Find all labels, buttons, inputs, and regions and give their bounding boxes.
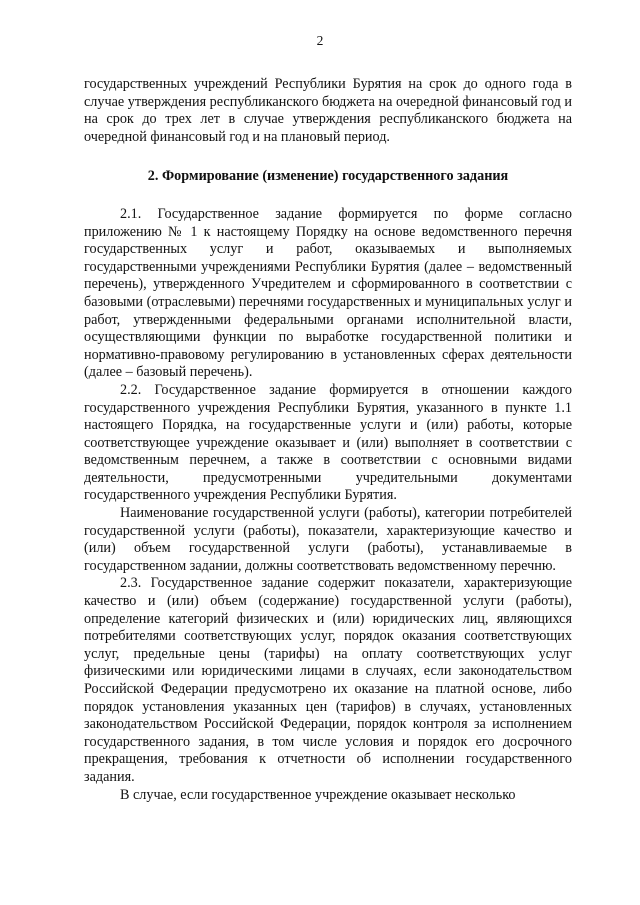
- page-number: 2: [316, 33, 324, 48]
- paragraph-2-1: 2.1. Государственное задание формируется по форме согласно приложению № 1 к настоящему Порядку на основе ведомственного перечня государственных услуг и работ, оказываемых и выполняемых государственными учреждениями Республики Бурятия (далее – ведомственный перечень), утвержденного Учредителем и сформированного в соответствии с базовыми (отраслевыми) перечнями государственных и муниципальных услуг и работ, утвержденными федеральными органами исполнительной власти, осуществляющими функции по выработке государственной политики и нормативно-правовому регулированию в установленных сферах деятельности (далее – базовый перечень).: [84, 205, 572, 381]
- paragraph-naming: Наименование государственной услуги (работы), категории потребителей государственной услуги (работы), показатели, характеризующие качество и (или) объем государственной услуги (работы), устанавливаемые в государственном задании, должны соответствовать ведомственному перечню.: [84, 505, 572, 574]
- paragraph-2-3: 2.3. Государственное задание содержит показатели, характеризующие качество и (или) объем (содержание) государственной услуги (работы), определение категорий физических и (или) юридических лиц, являющихся потребителями соответствующих услуг, порядок оказания соответствующих услуг, предельные цены (тарифы) на оплату соответствующих услуг физическими или юридическими лицами в случаях, если законодательством Российской Федерации предусмотрено их оказание на платной основе, либо порядок установления указанных цен (тарифов) в случаях, установленных законодательством Российской Федерации, порядок контроля за исполнением государственного задания, в том числе условия и порядок его досрочного прекращения, требования к отчетности об исполнении государственного задания.: [84, 575, 572, 785]
- document-body: [84, 76, 572, 804]
- paragraph-last: В случае, если государственное учреждение оказывает несколько: [120, 786, 516, 803]
- paragraph-2-2: 2.2. Государственное задание формируется в отношении каждого государственного учреждения Республики Бурятия, указанного в пункте 1.1 настоящего Порядка, на государственные услуги и (или) работы, которые соответствующее учреждение оказывает и (или) выполняет в соответствии с ведомственным перечнем, а также в соответствии с основными видами деятельности, предусмотренными учредительными документами государственного учреждения Республики Бурятия.: [84, 381, 572, 504]
- section-heading: 2. Формирование (изменение) государственного задания: [147, 168, 509, 185]
- paragraph-continuation: государственных учреждений Республики Бурятия на срок до одного года в случае утверждения республиканского бюджета на очередной финансовый год и на срок до трех лет в случае утверждения республиканского бюджета на очередной финансовый год и на плановый период.: [84, 76, 572, 145]
